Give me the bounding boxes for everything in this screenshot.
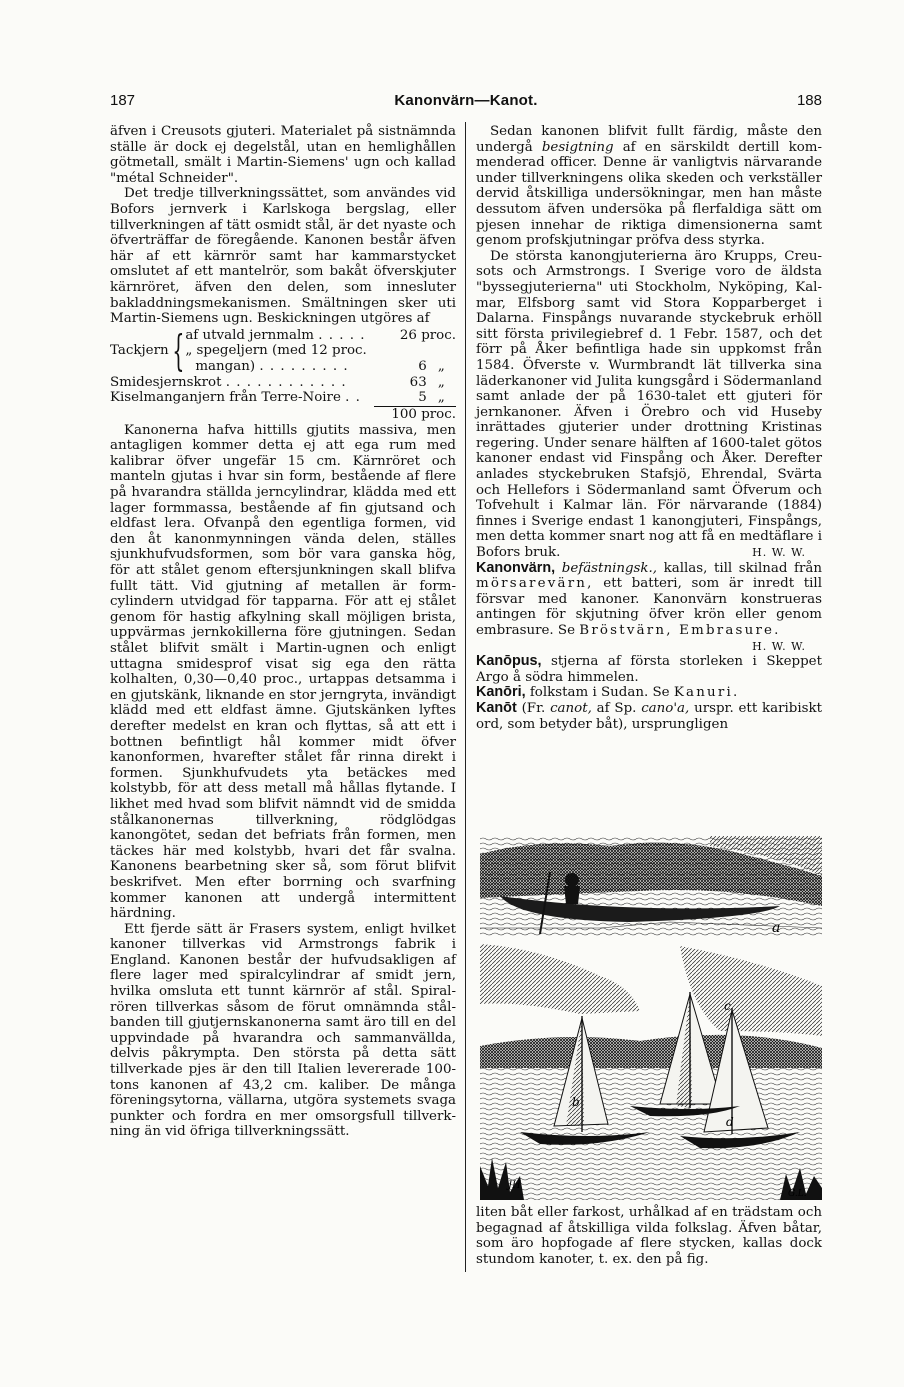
- row-value: 6: [418, 358, 427, 374]
- emphasis: besigtning: [541, 139, 614, 155]
- paragraph-after-figure: liten båt eller farkost, urhålkad af en trädstam och begagnad af åtskilliga vilda folkslag. Äfven båtar, som äro hopfogade af flere stycken, kallas dock stundom kanoter, t. ex. den på fig.: [476, 1205, 822, 1267]
- paragraph: De största kanongjuterierna äro Krupps, Creusots och Armstrongs. I Sverige voro de äldsta "byssegjuterierna" uti Stockholm, Nyköping, Kalmar, Elfsborg samt vid Stora Kopparberget i Dalarna. Finspångs nuvarande styckebruk erhöll sitt första privilegiebref d. 1 Febr. 1587, och det förr på Åker befintliga hade sin uppkomst från 1584. Öfverste v. Wurmbrandt lät tillverka sina läderkanoner vid Julita kungsgård i Södermanland samt anlade der på 1630-talet ett gjuteri för jernkanoner. Äfven i Örebro och vid Huseby inrättades gjuterier under drottning Kristinas regering. Under senare hälften af 1600-talet götos kanoner endast vid Finspång och Åker. Derefter anlades styckebruken Stafsjö, Ehrendal, Svärta och Hellefors i Södermanland samt Öfverum och Tofvehult i Kalmar län. För närvarande (1884) finnes i Sverige endast 1 kanongjuteri, Finspångs, men detta kommer snart nog att få en medtäflare i Bofors bruk. H. W. W.: [476, 248, 822, 561]
- row-text: „ spegeljern (med 12 proc.: [185, 343, 367, 359]
- paragraph: Sedan kanonen blifvit fullt färdig, måste den undergå besigtning af en särskildt dertill kommenderad officer. Denne är vanligtvis närvarande under tillverkningens olika skeden och verkställer dervid åtskilliga undersökningar, men han måste dessutom äfven undersöka på flerfaldiga sätt om pjesen innehar de riktiga dimensionerna samt genom profskjutningar pröfva dess styrka.: [476, 124, 822, 249]
- row-value: 63: [409, 374, 427, 390]
- table-row: [110, 375, 456, 391]
- entry-headword: Kanōri,: [476, 684, 526, 701]
- paddler-body: [564, 886, 580, 904]
- left-column: [110, 124, 456, 1140]
- page-number-right: 188: [796, 92, 822, 109]
- row-text: mangan): [195, 358, 256, 374]
- paragraph: Kanonerna hafva hittills gjutits massiva, men antagligen kommer detta ej att ega rum med kalibrar öfver ungefär 15 cm. Kärnröret och manteln gjutas i hvar sin form, bestående af flere på hvarandra ställda jerncylindrar, klädda med ett lager formmassa, bestående af fin gjutsand och eldfast lera. Ofvanpå den egentliga formen, vid den åt kanonmynningen vända delen, ställes sjunkhufvudsformen, som bör vara ganska hög, för att stålet genom eftersjunkningen skall blifva fullt tätt. Vid gjutning af metallen är formcylindern utvidgad för tapparna. För att ej stålet genom för hastig afkylning skall möjligen brista, uppvärmas jernkokillerna före gjutningen. Sedan stålet blifvit smält i Martin-ugnen och enligt uttagna smidesprof visat sig ega den rätta kolhalten, 0,30—0,40 proc., urtappas detsamma i en gjutskänk, liknande en stor jerngryta, invändigt klädd med ett eldfast ämne. Gjutskänken lyftes derefter medelst en kran och flyttas, så att ett i bottnen befintligt hål kommer midt öfver kanonformen, hvarefter stålet får rinna direkt i formen. Sjunkhufvudets yta betäckes med kolstybb, för att dess metall må hållas flytande. I likhet med hvad som blifvit nämndt vid de smidda stålkanonernas tillverkning, rödglödgas kanongötet, sedan det befriats från formen, men täckes här med kolstybb, hvari det får svalna. Kanonens bearbetning sker så, som förut blifvit beskrifvet. Men efter borrning och svarfning kommer kanonen att undergå intermittent härdning.: [110, 422, 456, 922]
- row-value: 26 proc.: [399, 327, 456, 343]
- tackjern-label: Tackjern: [110, 343, 169, 359]
- engraver-signature-left: JH: [508, 1180, 521, 1191]
- distant-shore: [480, 1035, 822, 1068]
- figure-label-a: a: [772, 920, 781, 936]
- entry-kanonvarn: Kanonvärn, befästningsk., kallas, till skilnad från mörsarevärn, ett batteri, som är inredt till försvar med kanoner. Kanonvärn konstrueras antingen för skjutning öfver krön eller genom embrasure. Se Bröstvärn, Embrasure. H. W. W.: [476, 559, 822, 653]
- cross-reference: Bröstvärn, Embrasure.: [579, 623, 781, 638]
- composition-total: 100 proc.: [374, 406, 456, 423]
- figure-label-b: b: [572, 1095, 580, 1109]
- engraving-svg: [480, 836, 822, 1200]
- right-column: [476, 124, 822, 732]
- table-row: [110, 328, 456, 344]
- engraver-signature-right: G.L.: [788, 1189, 807, 1199]
- entry-headword: Kanōpus,: [476, 653, 542, 670]
- figure-label-d: d: [726, 1115, 734, 1129]
- composition-table: [110, 328, 456, 406]
- emphasis: canot,: [550, 700, 592, 716]
- row-dots: . . . . . . . . .: [259, 358, 349, 374]
- row-dots: . .: [345, 390, 361, 406]
- row-unit: „: [437, 390, 445, 406]
- paragraph: äfven i Creusots gjuteri. Materialet på sistnämnda ställe är dock ej degelstål, utan en hemlighållen götmetall, smält i Martin-Siemens' ugn och kallad "métal Schneider".: [110, 124, 456, 186]
- row-value: 5: [418, 390, 427, 406]
- row-unit: „: [437, 374, 445, 390]
- running-title: Kanonvärn—Kanot.: [394, 92, 538, 109]
- row-text: Smidesjernskrot: [110, 374, 222, 390]
- row-dots: . . . . .: [318, 327, 366, 343]
- page-number-left: 187: [110, 92, 136, 109]
- cross-reference: Kanuri.: [673, 685, 740, 701]
- paragraph: Det tredje tillverkningssättet, som användes vid Bofors jernverk i Karlskoga bergslag, eller tillverkningen af tätt osmidt stål, är det nyaste och öfverträffar de föregående. Kanonen består äfven här af ett kärnrör samt har kammarstycket omslutet af ett mantelrör, som bakåt öfverskjuter kärnröret, äfven den delen, som innesluter bakladdningsmekanismen. Smältningen sker uti Martin-Siemens ugn. Beskickningen utgöres af: [110, 186, 456, 327]
- row-text: Kiselmanganjern från Terre-Noire: [110, 390, 341, 406]
- row-dots: . . . . . . . . . . . .: [225, 374, 347, 390]
- entry-kanopus: Kanōpus, stjerna af första storleken i Skeppet Argo å södra himmelen.: [476, 653, 822, 685]
- paddler-head: [565, 873, 579, 887]
- entry-headword: Kanōt: [476, 699, 517, 716]
- author-signature: H. W. W.: [752, 546, 806, 560]
- emphasis: befästningsk.,: [561, 560, 658, 576]
- table-row: [110, 390, 456, 406]
- page-header: [110, 92, 822, 114]
- brace: {: [171, 326, 184, 376]
- figure-label-c: c: [724, 999, 731, 1013]
- upper-scene: [480, 836, 822, 936]
- row-text: af utvald jernmalm: [185, 327, 314, 343]
- emphasis: cano'a,: [641, 700, 690, 716]
- paragraph: Ett fjerde sätt är Frasers system, enligt hvilket kanoner tillverkas vid Armstrongs fabrik i England. Kanonen består der hufvudsakligen af flere lager med spiralcylindrar af smidt jern, hvilka omsluta ett tunnt kärnrör af stål. Spiralrören tillverkas såsom de förut omnämnda stålbanden till gjutjernskanonerna samt äro till en del uppvindade på hvarandra och sammanvällda, delvis påkrympta. Den största på detta sätt tillverkade pjes är den till Italien levererade 100-tons kanonen af 43,2 cm. kaliber. De många föreningsytorna, vällarna, utgöra systemets svaga punkter och fordra en mer omsorgsfull tillverkning än vid öfriga tillverkningssätt.: [110, 921, 456, 1140]
- entry-kanori: Kanōri, folkstam i Sudan. Se Kanuri.: [476, 684, 740, 701]
- author-signature: H. W. W.: [752, 639, 806, 653]
- row-unit: „: [437, 358, 445, 374]
- entry-kanot: Kanōt (Fr. canot, af Sp. cano'a, urspr. ett karibiskt ord, som betyder båt), ursprungligen: [476, 699, 822, 732]
- spaced-term: mörsarevärn,: [476, 576, 594, 592]
- lower-scene: [480, 944, 822, 1200]
- entry-headword: Kanonvärn,: [476, 559, 556, 576]
- canoe-engraving: [480, 836, 822, 1200]
- column-divider: [465, 122, 466, 1272]
